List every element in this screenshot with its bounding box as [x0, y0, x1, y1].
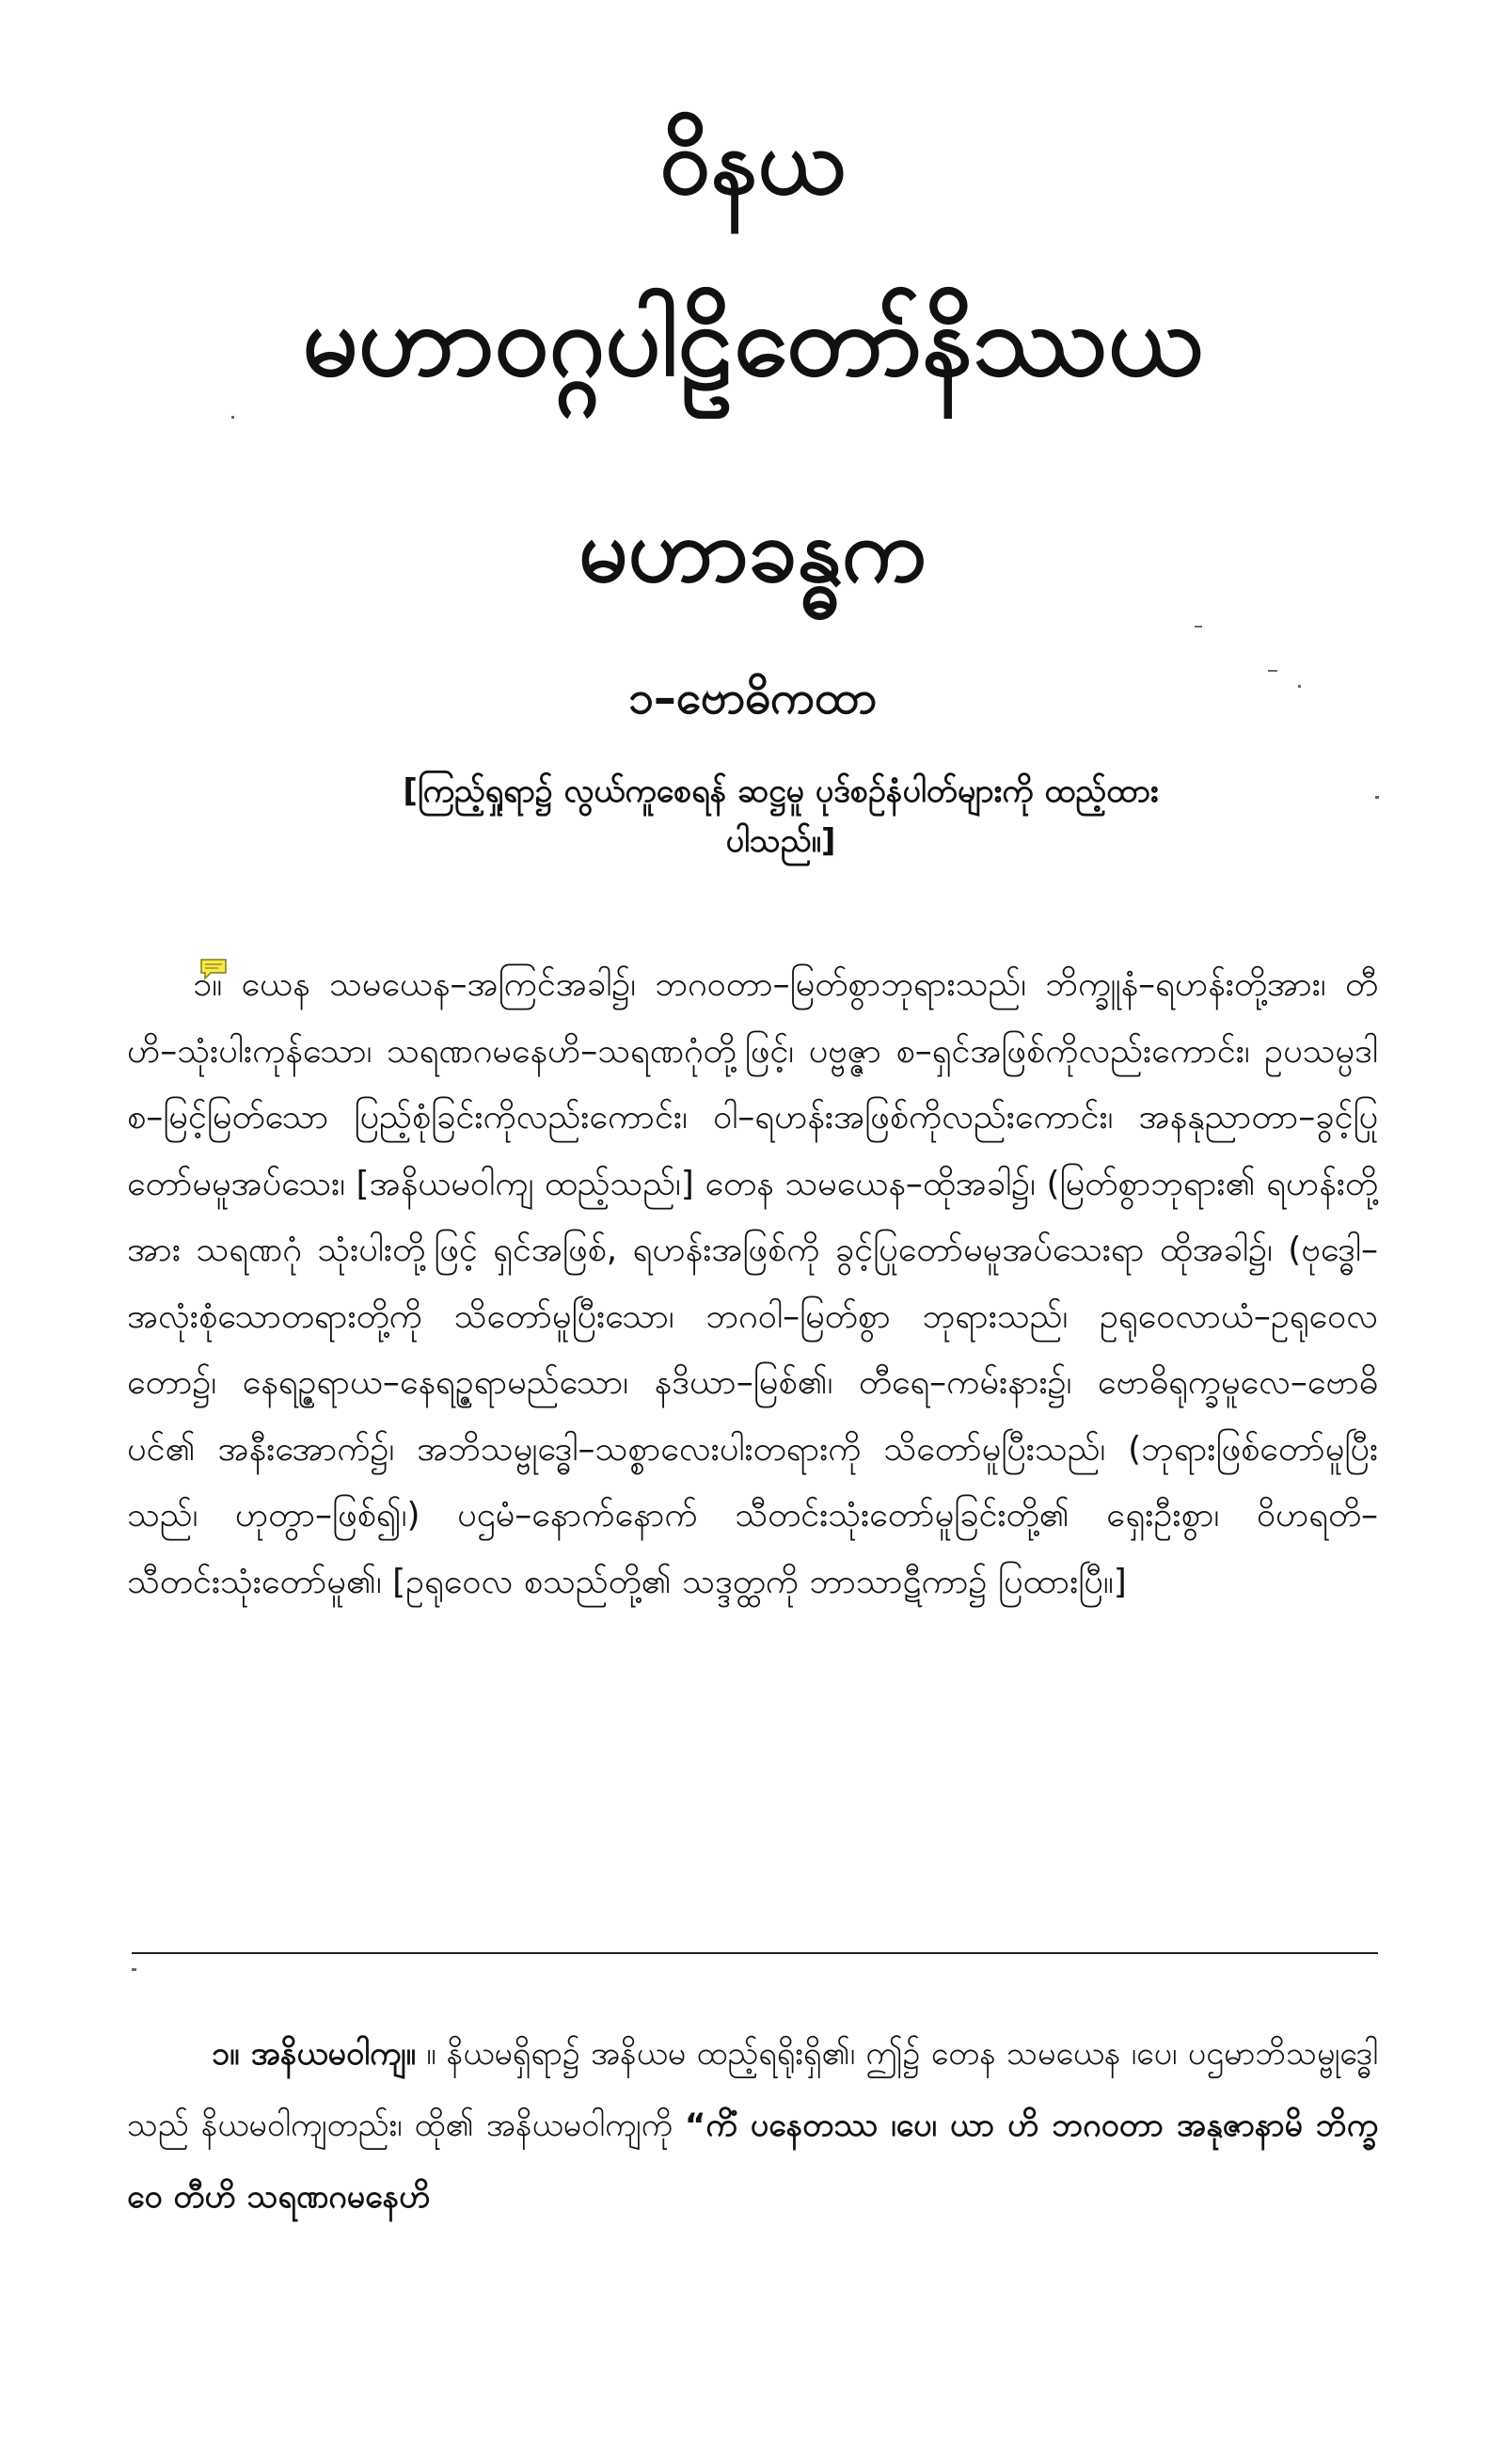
editorial-note: [ကြည့်ရှုရာ၌ လွယ်ကူစေရန် ဆဋ္ဌမူ ပုဒ်စဉ်နံပါတ်များကို ထည့်ထားပါသည်။] [403, 772, 1159, 860]
section-title: ၁–ဗောဓိကထာ [627, 672, 878, 724]
footnote-label: ၁။ အနိယမဝါကျ။ [212, 2035, 416, 2073]
footnote-body: ။ နိယမရှိရာ၌ အနိယမ ထည့်ရရိုးရှိ၏၊ ဤ၌ တေန သမယေန ၊ပေ၊ ပဌမာဘိသမ္ဗုဒ္ဓေါသည် နိယမဝါကျတည်း၊ ထို၏ အနိယမဝါကျကို [127, 2035, 1379, 2144]
footnote-divider [132, 1952, 1378, 1954]
title-mahakhandhaka: မဟာခန္ဓက [578, 501, 927, 601]
scan-speck [231, 416, 234, 419]
scan-speck [132, 1968, 136, 1971]
body-paragraph: ၁။ ယေန သမယေန–အကြင်အခါ၌၊ ဘဂဝတာ–မြတ်စွာဘုရားသည်၊ ဘိက္ခူနံ–ရဟန်းတို့အား၊ တီဟိ–သုံးပါးကုန်သော၊ သရဏဂမနေဟိ–သရဏဂုံတို့ဖြင့်၊ ပဗ္ဗဇ္ဇာ စ–ရှင်အဖြစ်ကိုလည်းကောင်း၊ ဥပသမ္ပဒါ စ–မြင့်မြတ်သော ပြည့်စုံခြင်းကိုလည်းကောင်း၊ ဝါ–ရဟန်းအဖြစ်ကိုလည်းကောင်း၊ အနနုညာတာ–ခွင့်ပြုတော်မမူအပ်သေး၊ [အနိယမဝါကျ ထည့်သည်၊] တေန သမယေန–ထိုအခါ၌၊ (မြတ်စွာဘုရား၏ ရဟန်းတို့အား သရဏဂုံ သုံးပါးတို့ဖြင့် ရှင်အဖြစ်, ရဟန်းအဖြစ်ကို ခွင့်ပြုတော်မမူအပ်သေးရာ ထိုအခါ၌၊ (ဗုဒ္ဓေါ–အလုံးစုံသောတရားတို့ကို သိတော်မူပြီးသော၊ ဘဂဝါ–မြတ်စွာ ဘုရားသည်၊ ဥရုဝေလာယံ–ဥရုဝေလတော၌၊ နေရဉ္ဇရာယ–နေရဉ္ဇရာမည်သော၊ နဒိယာ–မြစ်၏၊ တီရေ–ကမ်းနား၌၊ ဗောဓိရုက္ခမူလေ–ဗောဓိပင်၏ အနီးအောက်၌၊ အဘိသမ္ဗုဒ္ဓေါ–သစ္စာလေးပါးတရားကို သိတော်မူပြီးသည်၊ (ဘုရားဖြစ်တော်မူပြီး သည်၊ ဟုတွာ–ဖြစ်၍၊) ပဌမံ–နောက်နောက် သီတင်းသုံးတော်မူခြင်းတို့၏ ရှေးဦးစွာ၊ ဝိဟရတိ–သီတင်းသုံးတော်မူ၏၊ [ဥရုဝေလ စသည်တို့၏ သဒ္ဒတ္ထကို ဘာသာဋီကာ၌ ပြထားပြီ။] [127, 965, 1378, 1601]
scan-speck [1268, 670, 1277, 672]
main-body [127, 952, 1378, 1615]
footnote [127, 2018, 1378, 2233]
title-vinaya: ဝိနယ [659, 109, 846, 215]
footnote-paragraph [127, 2018, 1378, 2233]
footnote-quote: “ကိံ ပနေတဿ ၊ပေ၊ ယာ ဟိ ဘဂဝတာ အနုဇာနာမိ ဘိက္ခဝေ တီဟိ သရဏဂမနေဟိ [127, 2106, 1378, 2216]
scan-speck [1375, 796, 1379, 799]
scan-speck [1195, 626, 1202, 628]
scan-speck [1298, 685, 1301, 688]
title-mahavagga: မဟာဝဂ္ဂပါဠိတော်နိဿယ [302, 283, 1203, 398]
